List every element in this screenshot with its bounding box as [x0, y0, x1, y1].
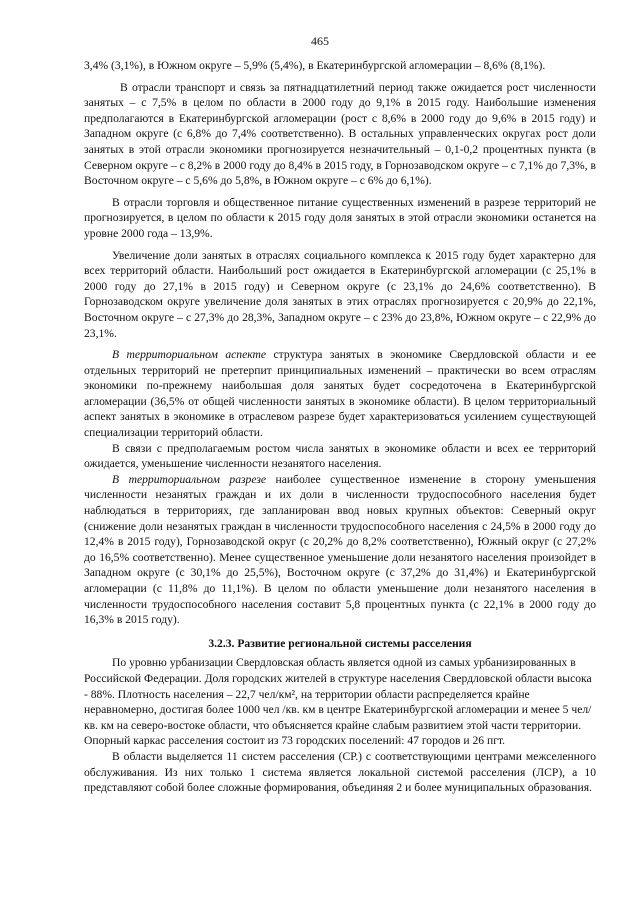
paragraph-unemployment: В связи с предполагаемым ростом числа занятых в экономике области и всех ее территорий ожидается, уменьшение численности незанятого населения.	[84, 441, 596, 471]
paragraph-social: Увеличение доли занятых в отраслях социального комплекса к 2015 году будет характерно для всех территорий области. Наибольший рост ожидается в Екатеринбургской агломерации (с 25,1% в 2000 году до 27,1% в 2015 году) и Северном округе (с 23,1% до 24,6% соответственно). В Горнозаводском округе увеличение доля занятых в этих отраслях прогнозируется с 20,9% до 22,1%, Восточном округе – с 27,3% до 28,3%, Западном округе – с 23% до 23,8%, Южном округе – с 22,9% до 23,1%.	[84, 248, 596, 340]
paragraph-transport: В отрасли транспорт и связь за пятнадцатилетний период также ожидается рост численности занятых – с 7,5% в целом по области в 2000 году до 9,1% в 2015 году. Наибольшие изменения предполагаются в Екатеринбургской агломерации (рост с 8,6% в 2000 году до 9,6% в 2015 году) и Западном округе (с 6,8% до 7,4% соответственно). В остальных управленческих округах рост доли занятых в этой отрасли экономики прогнозируется незначительный – 0,1-0,2 процентных пункта (в Северном округе – с 8,2% в 2000 году до 8,4% в 2015 году, в Горнозаводском округе – с 7,1% до 7,3%, в Восточном округе – с 5,6% до 5,8%, в Южном округе – с 6% до 6,1%).	[84, 80, 596, 188]
paragraph-territorial-section	[84, 472, 596, 628]
territorial-aspect-lead: В территориальном аспекте	[112, 348, 267, 362]
page-number: 465	[311, 34, 329, 48]
territorial-aspect-text: структура занятых в экономике Свердловской области и ее отдельных территорий не претерпит принципиальных изменений – практически во всем отраслям экономики по-прежнему наибольшая доля занятых будет сосредоточена в Екатеринбургской агломерации (36,5% от общей численности занятых в экономике области). В целом территориальный аспект занятых в экономике в отраслевом разрезе будет характеризоваться усилением существующей специализации территорий области.	[84, 348, 596, 440]
paragraph-settlement-systems: В области выделяется 11 систем расселения (СР.) с соответствующими центрами межселенного обслуживания. Из них только 1 система является локальной системой расселения (ЛСР), а 10 представляют собой более сложные формирования, объединяя 2 и более муниципальных образования.	[84, 749, 596, 795]
section-heading: 3.2.3. Развитие региональной системы расселения	[208, 636, 472, 650]
paragraph-continuation: 3,4% (3,1%), в Южном округе – 5,9% (5,4%), в Екатеринбургской агломерации – 8,6% (8,1%).	[84, 59, 546, 72]
territorial-section-lead: В территориальном разрезе	[112, 472, 266, 486]
territorial-section-text: наиболее существенное изменение в сторону уменьшения численности незанятых граждан и их доли в численности трудоспособного населения будет наблюдаться в территориях, где запланирован ввод новых крупных объектов: Северный округ (снижение доли незанятых граждан в численности трудоспособного населения с 24,5% в 2000 году до 12,4% в 2015 году), Горнозаводской округ (с 20,2% до 8,2% соответственно), Южный округ (с 27,2% до 16,5% соответственно). Менее существенное уменьшение доли незанятого населения произойдет в Западном округе (с 30,1% до 25,5%), Восточном округе (с 37,2% до 31,4%) и Екатеринбургской агломерации (с 11,8% до 11,1%). В целом по области уменьшение доли незанятого населения в численности трудоспособного населения составит 5,8 процентных пункта (с 22,1% в 2000 году до 16,3% в 2015 году).	[84, 472, 596, 627]
body-text	[84, 58, 596, 802]
paragraph-territorial-aspect	[84, 347, 596, 441]
paragraph-trade: В отрасли торговля и общественное питание существенных изменений в разрезе территорий не прогнозируется, в целом по области к 2015 году доля занятых в этой отрасли экономики останется на уровне 2000 года – 13,9%.	[84, 195, 596, 240]
paragraph-urbanization: По уровню урбанизации Свердловская область является одной из самых урбанизированных в Российской Федерации. Доля городских жителей в структуре населения Свердловской области высока - 88%. Плотность населения – 22,7 чел/км², на территории области распределяется крайне неравномерно, достигая более 1000 чел /кв. км в центре Екатеринбургской агломерации и менее 5 чел/кв. км на северо-востоке области, что объясняется крайне слабым развитием этой части территории. Опорный каркас расселения состоит из 73 городских поселений: 47 городов и 26 пгт.	[84, 656, 592, 748]
